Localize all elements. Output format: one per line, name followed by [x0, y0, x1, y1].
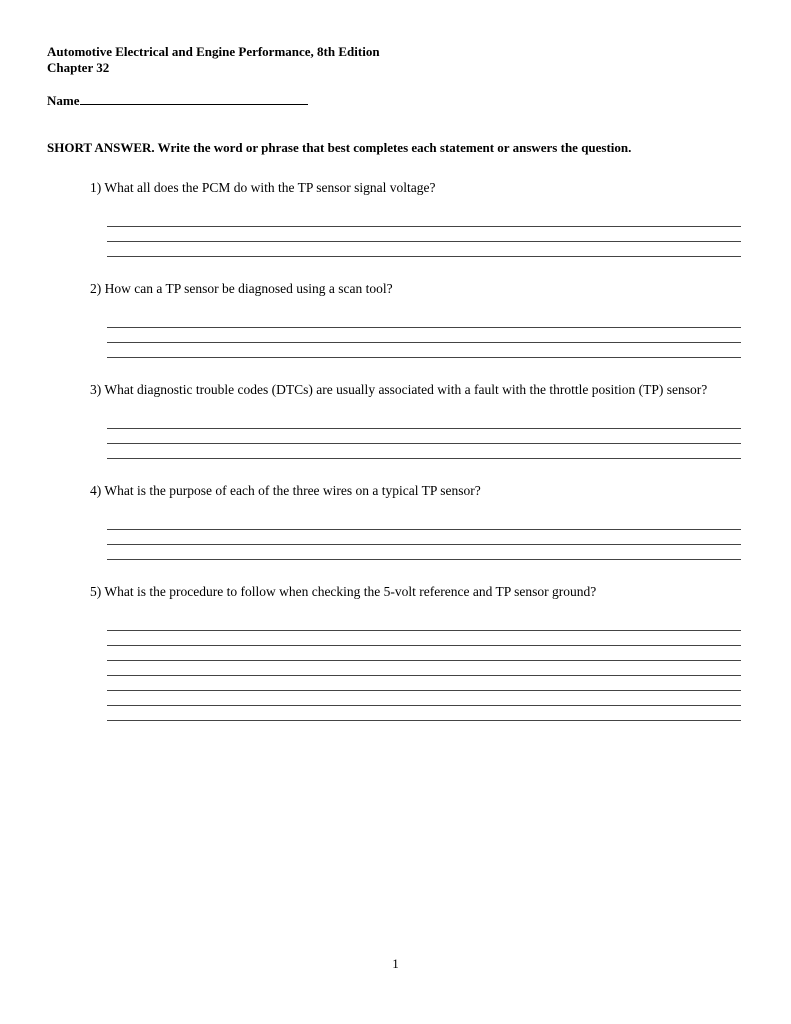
answer-lines [107, 212, 741, 257]
question-5 [90, 584, 741, 721]
question-text [90, 382, 741, 399]
answer-lines [107, 616, 741, 721]
question-2 [90, 281, 741, 358]
question-number: 1) [90, 180, 102, 196]
answer-line [107, 530, 741, 545]
question-number: 2) [90, 281, 102, 297]
answer-line [107, 515, 741, 530]
name-blank-line [80, 92, 308, 105]
question-label: What is the procedure to follow when checking the 5-volt reference and TP sensor ground? [104, 583, 597, 599]
question-number: 5) [90, 583, 102, 599]
answer-line [107, 691, 741, 706]
question-label: What all does the PCM do with the TP sensor signal voltage? [104, 180, 436, 196]
document-header [47, 44, 741, 75]
question-text [90, 483, 741, 500]
answer-line [107, 676, 741, 691]
answer-line [107, 444, 741, 459]
questions-section [47, 180, 741, 720]
answer-line [107, 343, 741, 358]
answer-line [107, 646, 741, 661]
answer-line [107, 414, 741, 429]
name-row [47, 92, 741, 109]
question-number: 4) [90, 482, 102, 498]
answer-line [107, 706, 741, 721]
answer-line [107, 227, 741, 242]
chapter-title: Chapter 32 [47, 59, 110, 75]
question-4 [90, 483, 741, 560]
question-label: How can a TP sensor be diagnosed using a scan tool? [104, 281, 393, 297]
answer-line [107, 328, 741, 343]
page-number: 1 [392, 956, 399, 971]
question-label: What is the purpose of each of the three wires on a typical TP sensor? [104, 482, 481, 498]
answer-lines [107, 414, 741, 459]
question-1 [90, 180, 741, 257]
instructions-text: SHORT ANSWER. Write the word or phrase that best completes each statement or answers the question. [47, 140, 632, 156]
name-label: Name [47, 93, 80, 109]
answer-line [107, 242, 741, 257]
question-3 [90, 382, 741, 459]
answer-line [107, 212, 741, 227]
question-text [90, 180, 741, 197]
question-number: 3) [90, 381, 102, 397]
answer-line [107, 313, 741, 328]
answer-line [107, 616, 741, 631]
book-title: Automotive Electrical and Engine Performance, 8th Edition [47, 44, 380, 59]
answer-line [107, 429, 741, 444]
question-label: What diagnostic trouble codes (DTCs) are usually associated with a fault with the throttle position (TP) sensor? [104, 381, 708, 397]
answer-lines [107, 515, 741, 560]
answer-lines [107, 313, 741, 358]
answer-line [107, 631, 741, 646]
question-text [90, 281, 741, 298]
question-text [90, 584, 741, 601]
answer-line [107, 661, 741, 676]
answer-line [107, 545, 741, 560]
